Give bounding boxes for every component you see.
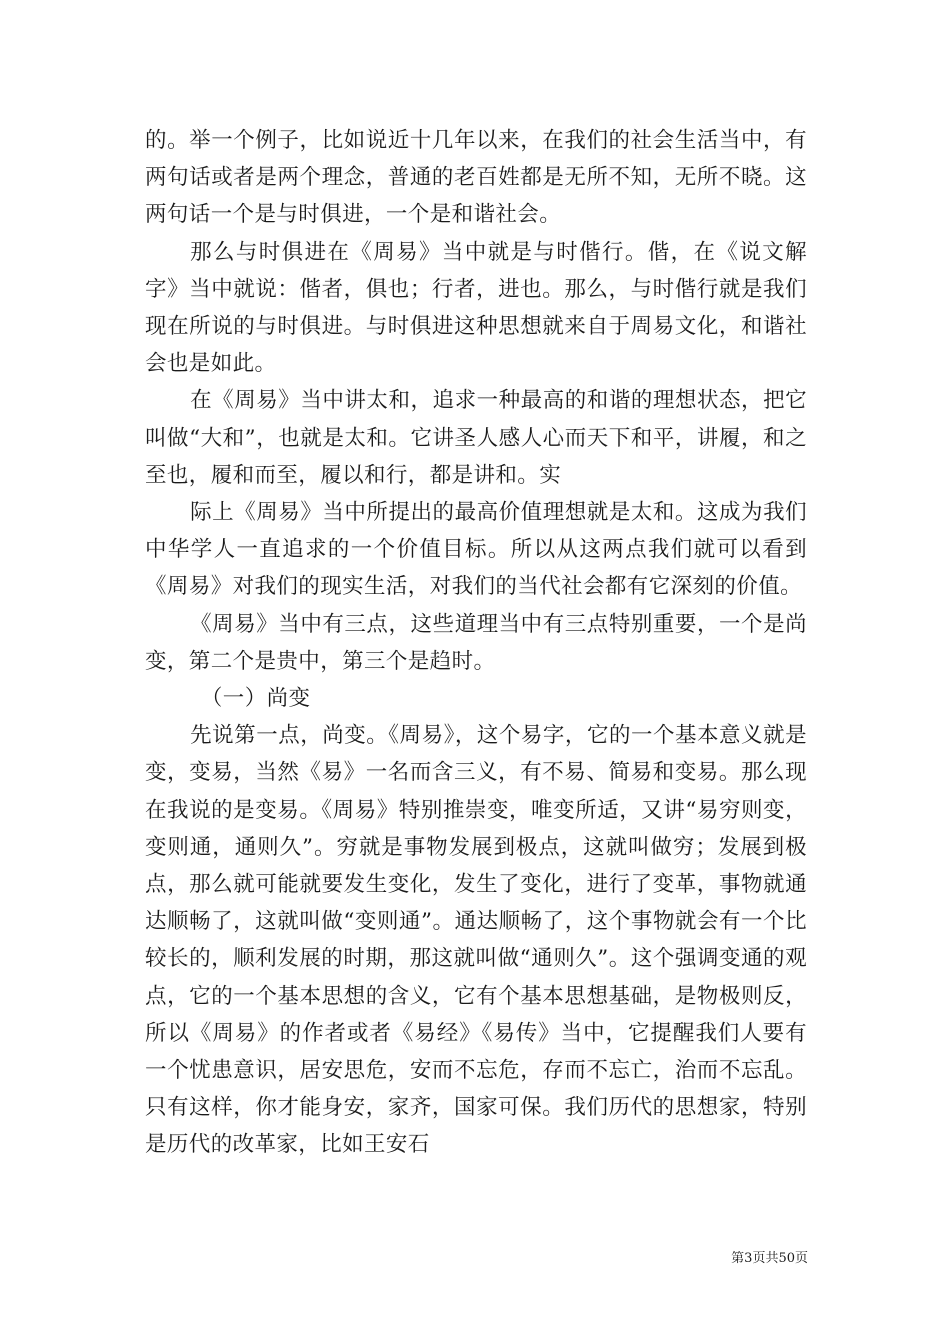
paragraph-5: 《周易》当中有三点，这些道理当中有三点特别重要，一个是尚变，第二个是贵中，第三个是趋时。 (145, 611, 807, 674)
paragraph-6: 先说第一点，尚变。《周易》，这个易字，它的一个基本意义就是变，变易，当然《易》一名而含三义，有不易、简易和变易。那么现在我说的是变易。《周易》特别推崇变，唯变所适，又讲“易穷则变，变则通，通则久”。穷就是事物发展到极点，这就叫做穷；发展到极点，那么就可能就要发生变化，发生了变化，进行了变革，事物就通达顺畅了，这就叫做“变则通”。通达顺畅了，这个事物就会有一个比较长的，顺利发展的时期，那这就叫做“通则久”。这个强调变通的观点，它的一个基本思想的含义，它有个基本思想基础，是物极则反，所以《周易》的作者或者《易经》《易传》当中，它提醒我们人要有一个忧患意识，居安思危，安而不忘危，存而不忘亡，治而不忘乱。只有这样，你才能身安，家齐，国家可保。我们历代的思想家，特别是历代的改革家，比如王安石 (145, 723, 807, 1158)
section-heading: （一）尚变 (200, 686, 311, 712)
document-body (145, 122, 807, 1164)
paragraph-1: 的。举一个例子，比如说近十几年以来，在我们的社会生活当中，有两句话或者是两个理念，普通的老百姓都是无所不知，无所不晓。这两句话一个是与时俱进，一个是和谐社会。 (145, 128, 807, 228)
paragraph-4: 际上《周易》当中所提出的最高价值理想就是太和。这成为我们中华学人一直追求的一个价值目标。所以从这两点我们就可以看到《周易》对我们的现实生活，对我们的当代社会都有它深刻的价值。 (145, 500, 807, 600)
paragraph-3: 在《周易》当中讲太和，追求一种最高的和谐的理想状态，把它叫做“大和”，也就是太和。它讲圣人感人心而天下和平，讲履，和之至也，履和而至，履以和行，都是讲和。实 (145, 388, 807, 488)
paragraph-2: 那么与时俱进在《周易》当中就是与时偕行。偕，在《说文解字》当中就说：偕者，俱也；行者，进也。那么，与时偕行就是我们现在所说的与时俱进。与时俱进这种思想就来自于周易文化，和谐社会也是如此。 (145, 239, 807, 377)
page-number: 第3页共50页 (731, 1251, 808, 1266)
